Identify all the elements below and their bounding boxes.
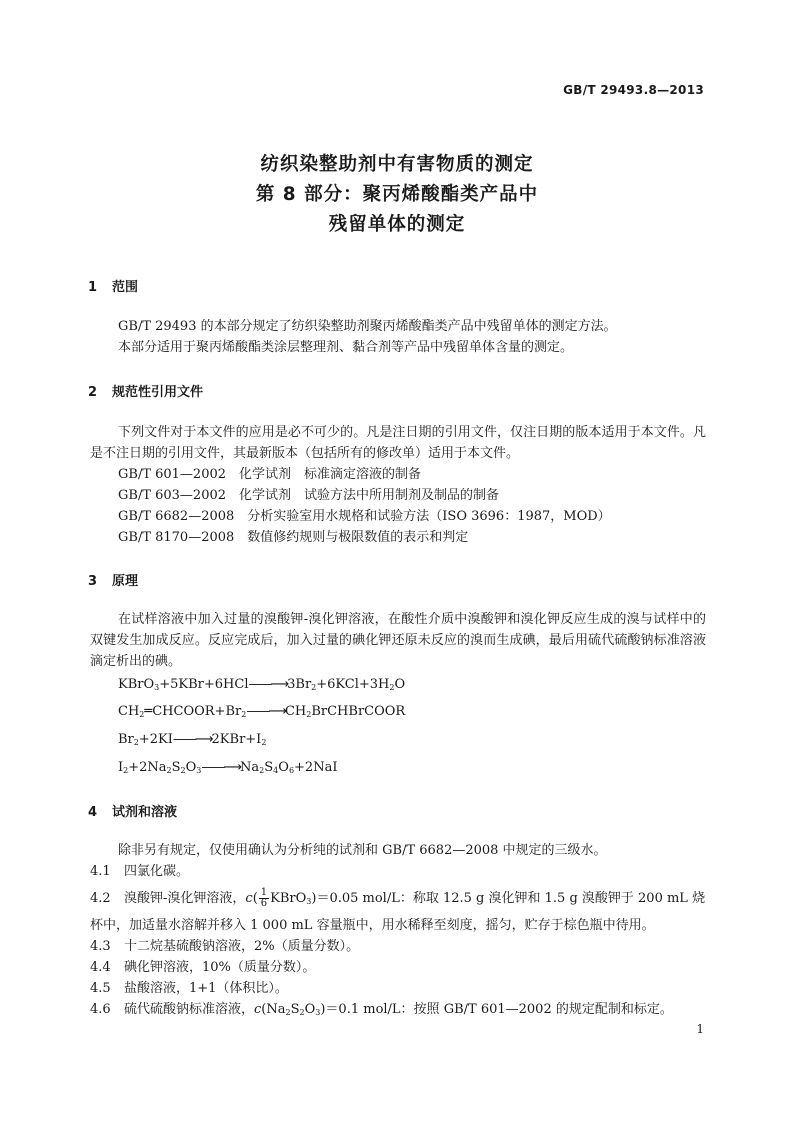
section-title: 规范性引用文件 xyxy=(112,385,204,400)
section-2-heading xyxy=(88,381,203,400)
reagent-item-4-2-continued: 杯中，加适量水溶解并移入 1 000 mL 容量瓶中，用水稀释至刻度，摇匀，贮存于棕色瓶中待用。 xyxy=(90,918,655,933)
equation-2: $CH_2═CHCOOR+Br_2——⟶CH_2BrCHBrCOOR$ xyxy=(118,704,406,719)
reaction-arrow-icon: ——⟶ xyxy=(248,677,288,692)
scope-paragraph-1: GB/T 29493 的本部分规定了纺织染整助剂聚丙烯酸酯类产品中残留单体的测定方法。 xyxy=(118,319,617,334)
section-3-heading xyxy=(88,570,138,589)
reagent-item-4-5: 4.5 盐酸溶液，1+1（体积比）。 xyxy=(90,981,288,996)
section-number: 4 xyxy=(88,805,98,820)
reagent-item-4-6: 4.6 硫代硫酸钠标准溶液，$c(Na_2S_2O_3)=0.1$ mol/L：按照 GB/T 601—2002 的规定配制和标定。 xyxy=(90,1002,673,1017)
equation-4: $I_2+2Na_2S_2O_3——⟶Na_2S_4O_6+2NaI$ xyxy=(118,760,338,775)
title-line-1: 纺织染整助剂中有害物质的测定 xyxy=(260,154,534,175)
reagent-item-4-3: 4.3 十二烷基硫酸钠溶液，2%（质量分数）。 xyxy=(90,939,360,954)
reference-item: GB/T 601—2002 化学试剂 标准滴定溶液的制备 xyxy=(118,467,422,482)
section-number: 2 xyxy=(88,385,98,400)
reference-item: GB/T 8170—2008 数值修约规则与极限数值的表示和判定 xyxy=(118,530,469,545)
reagent-item-4-1: 4.1 四氯化碳。 xyxy=(90,864,190,879)
section-title: 原理 xyxy=(112,574,139,589)
reagent-item-4-4: 4.4 碘化钾溶液，10%（质量分数）。 xyxy=(90,960,316,975)
title-line-3: 残留单体的测定 xyxy=(328,214,466,235)
title-line-2: 第 8 部分：聚丙烯酸酯类产品中 xyxy=(255,184,539,205)
equation-1: $KBrO_3+5KBr+6HCl——⟶3Br_2+6KCl+3H_2O$ xyxy=(118,677,406,692)
section-title: 范围 xyxy=(112,280,139,295)
section-1-heading xyxy=(88,276,138,295)
scope-paragraph-2: 本部分适用于聚丙烯酸酯类涂层整理剂、黏合剂等产品中残留单体含量的测定。 xyxy=(118,340,574,355)
reaction-arrow-icon: ——⟶ xyxy=(246,704,285,719)
section-4-heading xyxy=(88,801,177,820)
reagent-item-4-2: 4.2 溴酸钾-溴化钾溶液，c( $\frac{1}{6}$ KBrO$_3$)＝0.05 mol/L：称取 12.5 g 溴化钾和 1.5 g 溴酸钾于 200 mL 烧 xyxy=(90,887,706,909)
section-title: 试剂和溶液 xyxy=(112,805,178,820)
reference-item: GB/T 6682—2008 分析实验室用水规格和试验方法（ISO 3696：1987，MOD） xyxy=(118,509,611,524)
page-number: 1 xyxy=(696,1022,704,1036)
references-intro: 下列文件对于本文件的应用是必不可少的。凡是注日期的引用文件，仅注日期的版本适用于本文件。凡是不注日期的引用文件，其最新版本（包括所有的修改单）适用于本文件。 xyxy=(90,425,706,461)
reagents-intro: 除非另有规定，仅使用确认为分析纯的试剂和 GB/T 6682—2008 中规定的三级水。 xyxy=(118,843,607,858)
section-number: 3 xyxy=(88,574,98,589)
equation-3: $Br_2+2KI——⟶2KBr+I_2$ xyxy=(118,732,267,747)
reference-item: GB/T 603—2002 化学试剂 试验方法中所用制剂及制品的制备 xyxy=(118,488,500,503)
section-number: 1 xyxy=(88,280,98,295)
reaction-arrow-icon: ——⟶ xyxy=(172,732,212,747)
reaction-arrow-icon: ——⟶ xyxy=(201,760,241,775)
fraction: $\frac{1}{6}$ xyxy=(260,887,268,909)
standard-code: GB/T 29493.8—2013 xyxy=(563,83,704,97)
principle-paragraph: 在试样溶液中加入过量的溴酸钾-溴化钾溶液，在酸性介质中溴酸钾和溴化钾反应生成的溴与试样中的双键发生加成反应。反应完成后，加入过量的碘化钾还原未反应的溴而生成碘，最后用硫代硫酸钠标准溶液滴定析出的碘。 xyxy=(90,612,706,669)
